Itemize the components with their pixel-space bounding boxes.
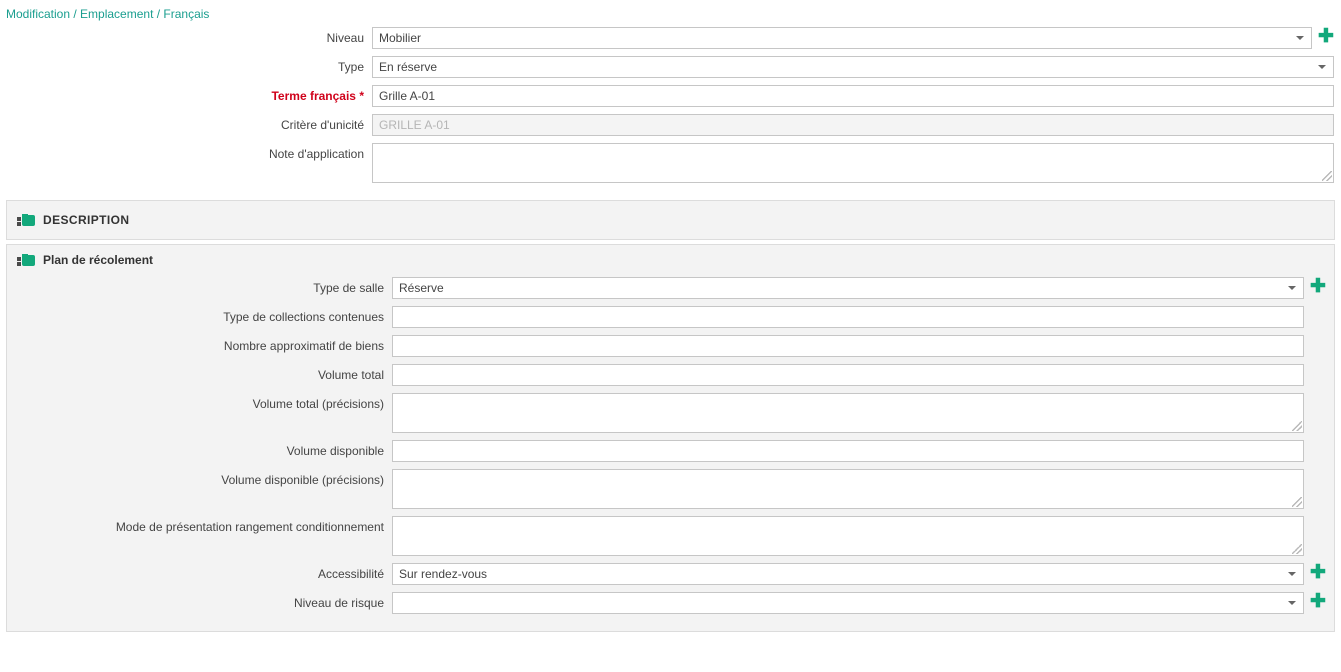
- form-row-volume-total-precisions: [7, 393, 1334, 433]
- label-niveau-risque: Niveau de risque: [293, 596, 384, 610]
- required-star: *: [359, 89, 364, 103]
- form-row-type-de-salle: [7, 277, 1334, 299]
- select-niveau-risque[interactable]: [392, 592, 1304, 614]
- label-niveau: Niveau: [326, 31, 364, 45]
- input-critere-unicite-placeholder: GRILLE A-01: [379, 118, 450, 132]
- form-row-terme-francais: [0, 85, 1341, 107]
- input-terme-francais[interactable]: [372, 85, 1334, 107]
- input-nombre-biens[interactable]: [392, 335, 1304, 357]
- chevron-down-icon: [1288, 572, 1296, 576]
- recolement-panel-header[interactable]: [7, 245, 1334, 271]
- label-volume-total: Volume total: [317, 368, 384, 382]
- add-type-de-salle-button[interactable]: ✚: [1310, 276, 1326, 297]
- label-accessibilite: Accessibilité: [317, 567, 384, 581]
- label-type-de-salle: Type de salle: [313, 281, 384, 295]
- input-volume-total[interactable]: [392, 364, 1304, 386]
- form-row-niveau: [0, 27, 1341, 49]
- chevron-down-icon: [1296, 36, 1304, 40]
- description-panel-header[interactable]: [7, 201, 1334, 239]
- textarea-volume-disponible-precisions[interactable]: [392, 469, 1304, 509]
- add-niveau-button[interactable]: ✚: [1318, 26, 1334, 47]
- form-row-volume-total: [7, 364, 1334, 386]
- select-type[interactable]: [372, 56, 1334, 78]
- description-panel: [6, 200, 1335, 240]
- textarea-volume-total-precisions[interactable]: [392, 393, 1304, 433]
- top-form: [0, 27, 1341, 196]
- label-nombre-biens: Nombre approximatif de biens: [223, 339, 384, 353]
- input-volume-disponible[interactable]: [392, 440, 1304, 462]
- add-niveau-risque-button[interactable]: ✚: [1310, 591, 1326, 612]
- label-volume-disponible: Volume disponible: [286, 444, 384, 458]
- input-critere-unicite[interactable]: [372, 114, 1334, 136]
- label-type-collections: Type de collections contenues: [223, 310, 384, 324]
- form-row-accessibilite: [7, 563, 1334, 585]
- form-row-note-application: [0, 143, 1341, 183]
- form-row-mode-presentation: [7, 516, 1334, 556]
- select-type-de-salle[interactable]: [392, 277, 1304, 299]
- select-type-value: En réserve: [379, 60, 438, 74]
- form-row-type: [0, 56, 1341, 78]
- folder-icon: [17, 214, 35, 227]
- resize-handle-icon[interactable]: [1292, 544, 1302, 554]
- form-row-volume-disponible: [7, 440, 1334, 462]
- label-volume-total-precisions: Volume total (précisions): [252, 397, 384, 411]
- form-row-nombre-biens: [7, 335, 1334, 357]
- recolement-panel: [6, 244, 1335, 632]
- label-volume-disponible-precisions: Volume disponible (précisions): [221, 473, 384, 487]
- add-accessibilite-button[interactable]: ✚: [1310, 562, 1326, 583]
- resize-handle-icon[interactable]: [1292, 497, 1302, 507]
- breadcrumb: Modification / Emplacement / Français: [6, 7, 210, 21]
- input-type-collections[interactable]: [392, 306, 1304, 328]
- chevron-down-icon: [1318, 65, 1326, 69]
- select-accessibilite[interactable]: [392, 563, 1304, 585]
- textarea-mode-presentation[interactable]: [392, 516, 1304, 556]
- label-type: Type: [337, 60, 364, 74]
- form-row-type-collections: [7, 306, 1334, 328]
- chevron-down-icon: [1288, 286, 1296, 290]
- resize-handle-icon[interactable]: [1292, 421, 1302, 431]
- form-row-critere-unicite: [0, 114, 1341, 136]
- resize-handle-icon[interactable]: [1322, 171, 1332, 181]
- form-row-volume-disponible-precisions: [7, 469, 1334, 509]
- description-panel-title: DESCRIPTION: [43, 213, 130, 227]
- input-terme-francais-value: Grille A-01: [379, 89, 436, 103]
- label-terme-francais-text: Terme français: [271, 89, 356, 103]
- form-row-niveau-risque: [7, 592, 1334, 614]
- select-accessibilite-value: Sur rendez-vous: [399, 567, 488, 581]
- select-niveau[interactable]: [372, 27, 1312, 49]
- recolement-panel-title: Plan de récolement: [43, 253, 154, 267]
- select-niveau-value: Mobilier: [379, 31, 422, 45]
- label-terme-francais: [0, 85, 372, 107]
- label-critere-unicite: Critère d'unicité: [281, 118, 364, 132]
- label-note-application: Note d'application: [268, 147, 364, 161]
- recolement-fields: [7, 271, 1334, 631]
- folder-icon: [17, 254, 35, 267]
- label-mode-presentation: Mode de présentation rangement conditionnement: [115, 520, 384, 534]
- select-type-de-salle-value: Réserve: [399, 281, 444, 295]
- chevron-down-icon: [1288, 601, 1296, 605]
- textarea-note-application[interactable]: [372, 143, 1334, 183]
